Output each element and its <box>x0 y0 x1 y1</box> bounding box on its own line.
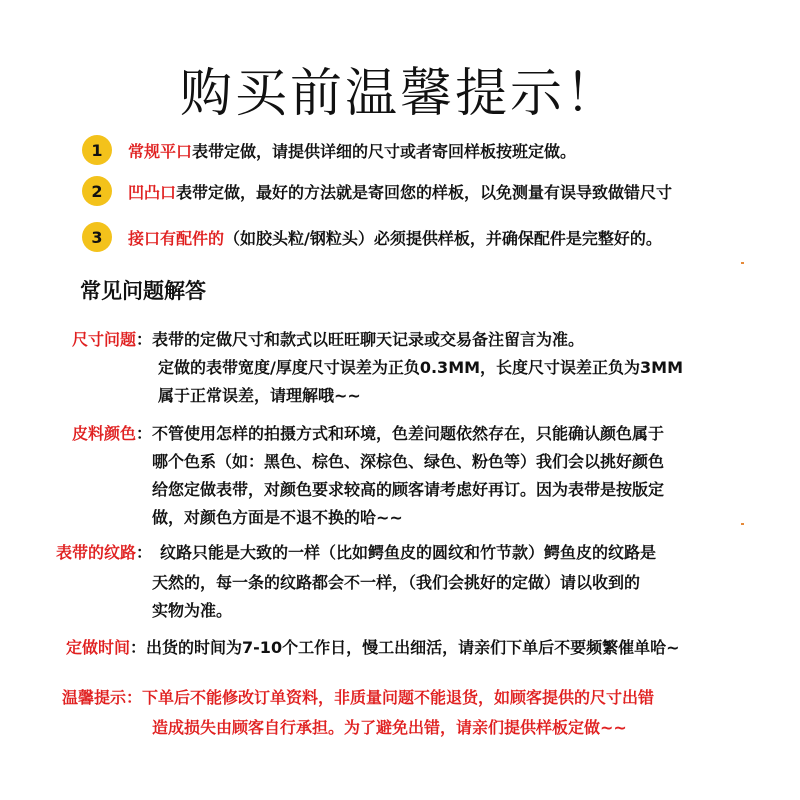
faq-line: 出货的时间为7-10个工作日，慢工出细活，请亲们下单后不要频繁催单哈~ <box>146 638 680 657</box>
faq-colon: ： <box>130 638 147 657</box>
tip-text: （如胶头粒/钢粒头）必须提供样板，并确保配件是完整好的。 <box>224 228 662 248</box>
decor-dot <box>741 262 744 264</box>
faq-line: 纹路只能是大致的一样（比如鳄鱼皮的圆纹和竹节款）鳄鱼皮的纹路是 <box>160 543 657 562</box>
faq-colon: ： <box>136 424 153 443</box>
warm-tip-line: 造成损失由顾客自行承担。为了避免出错，请亲们提供样板定做~~ <box>152 718 627 737</box>
tip-2 <box>82 175 672 207</box>
faq-label: 皮料颜色 <box>72 424 137 443</box>
warm-tip <box>62 684 762 740</box>
tip-highlight: 接口有配件的 <box>128 228 225 248</box>
faq-line: 实物为准。 <box>152 601 233 620</box>
faq-item-color <box>72 420 752 532</box>
faq-colon: ： <box>136 543 153 562</box>
tip-text: 表带定做，请提供详细的尺寸或者寄回样板按班定做。 <box>192 141 577 161</box>
faq-label: 表带的纹路 <box>56 543 137 562</box>
faq-line: 定做的表带宽度/厚度尺寸误差为正负0.3MM，长度尺寸误差正负为3MM <box>158 358 684 377</box>
warm-tip-line: 下单后不能修改订单资料，非质量问题不能退货，如顾客提供的尺寸出错 <box>142 688 655 707</box>
faq-label: 定做时间 <box>66 638 131 657</box>
tip-number-badge: 2 <box>82 176 112 206</box>
warm-tip-label: 温馨提示 <box>62 688 127 707</box>
tip-number-badge: 3 <box>82 222 112 252</box>
faq-line: 不管使用怎样的拍摄方式和环境，色差问题依然存在，只能确认颜色属于 <box>152 424 665 443</box>
faq-line: 表带的定做尺寸和款式以旺旺聊天记录或交易备注留言为准。 <box>152 330 585 349</box>
faq-item-time <box>66 634 766 662</box>
faq-title: 常见问题解答 <box>80 279 206 303</box>
faq-label: 尺寸问题 <box>72 330 137 349</box>
tip-1 <box>82 134 576 166</box>
faq-line: 给您定做表带，对颜色要求较高的顾客请考虑好再订。因为表带是按版定 <box>152 480 665 499</box>
faq-line: 属于正常误差，请理解哦~~ <box>158 386 361 405</box>
faq-item-texture <box>56 539 756 623</box>
faq-line: 天然的，每一条的纹路都会不一样，（我们会挑好的定做）请以收到的 <box>152 573 641 592</box>
warm-tip-colon: ： <box>126 688 143 707</box>
decor-dot <box>741 523 744 525</box>
faq-line: 哪个色系（如：黑色、棕色、深棕色、绿色、粉色等）我们会以挑好颜色 <box>152 452 665 471</box>
tip-text: 表带定做，最好的方法就是寄回您的样板，以免测量有误导致做错尺寸 <box>176 182 673 202</box>
page-title: 购买前温馨提示！ <box>179 64 620 124</box>
tip-highlight: 常规平口 <box>128 141 193 161</box>
tip-number-badge: 1 <box>82 135 112 165</box>
tip-highlight: 凹凸口 <box>128 182 177 202</box>
faq-item-size <box>72 326 752 410</box>
faq-line: 做，对颜色方面是不退不换的哈~~ <box>152 508 403 527</box>
faq-colon: ： <box>136 330 153 349</box>
tip-3 <box>82 221 662 253</box>
